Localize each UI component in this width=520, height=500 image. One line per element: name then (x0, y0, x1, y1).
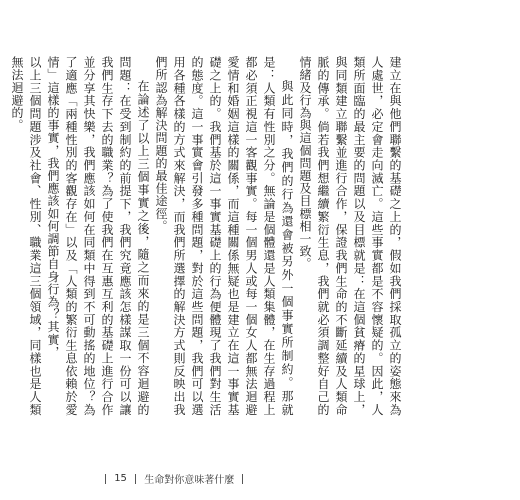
page-footer (100, 471, 248, 486)
page-number: 15 (114, 473, 127, 484)
paragraph-4: 以上三個問題涉及社會、性別、職業這三個領域，同樣也是人類無法迴避的。 (10, 56, 42, 416)
footer-divider-right (242, 474, 243, 484)
paragraph-3: 在論述了以上三個事實之後，隨之而來的是三個不容迴避的問題：在受到制約的前提下，我們究竟應該怎樣謀取一份可以讓我們生存下去的職業？為了使我們在互惠互利的基礎上進行合作並分享其快樂，我們應該如何在同類中得到不可動搖的地位？為了適應「兩種性別的客觀存在」以及「人類的繁衍生息依賴於愛情」這樣的事實，我們應該如何調節自身行為？其實， (46, 56, 150, 416)
footer-divider-left (105, 474, 106, 484)
book-title: 生命對你意味著什麼 (144, 475, 235, 486)
paragraph-1: 建立在與他們聯繫的基礎之上的，假如我們採取孤立的姿態來為人處世，必定會走向滅亡。這些事實都是不容懷疑的。因此，人類所面臨的最主要的問題以及目標就是：在這個貧瘠的星球上，與同類建立聯繫並進行合作，保證我們生命的不斷延續及人類命脈的傳承。倘若我們想繼續繁衍生息，我們就必須調整好自己的情緒及行為與這個問題及目標相一致。 (298, 56, 402, 416)
footer-divider-middle (135, 474, 136, 484)
body-text (8, 56, 404, 416)
paragraph-2: 與此同時，我們的行為還會被另外一個事實所制約。那就是：人類有性別之分。無論是個體還是人類集體，在生存過程上都必須正視這一客觀事實。每一個男人或每一個女人都無法迴避愛情和婚姻這樣的關係，而這種關係無疑也是建立在這一事實基礎之上的。我們基於這一事實基礎上的行為便體現了我們對生活的態度。這一事實會引發多種問題，對於這些問題，我們可以選用各種各樣的方式來解決，而我們所選擇的解決方式則反映出我們所認為解決問題的最佳途徑。 (154, 56, 294, 416)
